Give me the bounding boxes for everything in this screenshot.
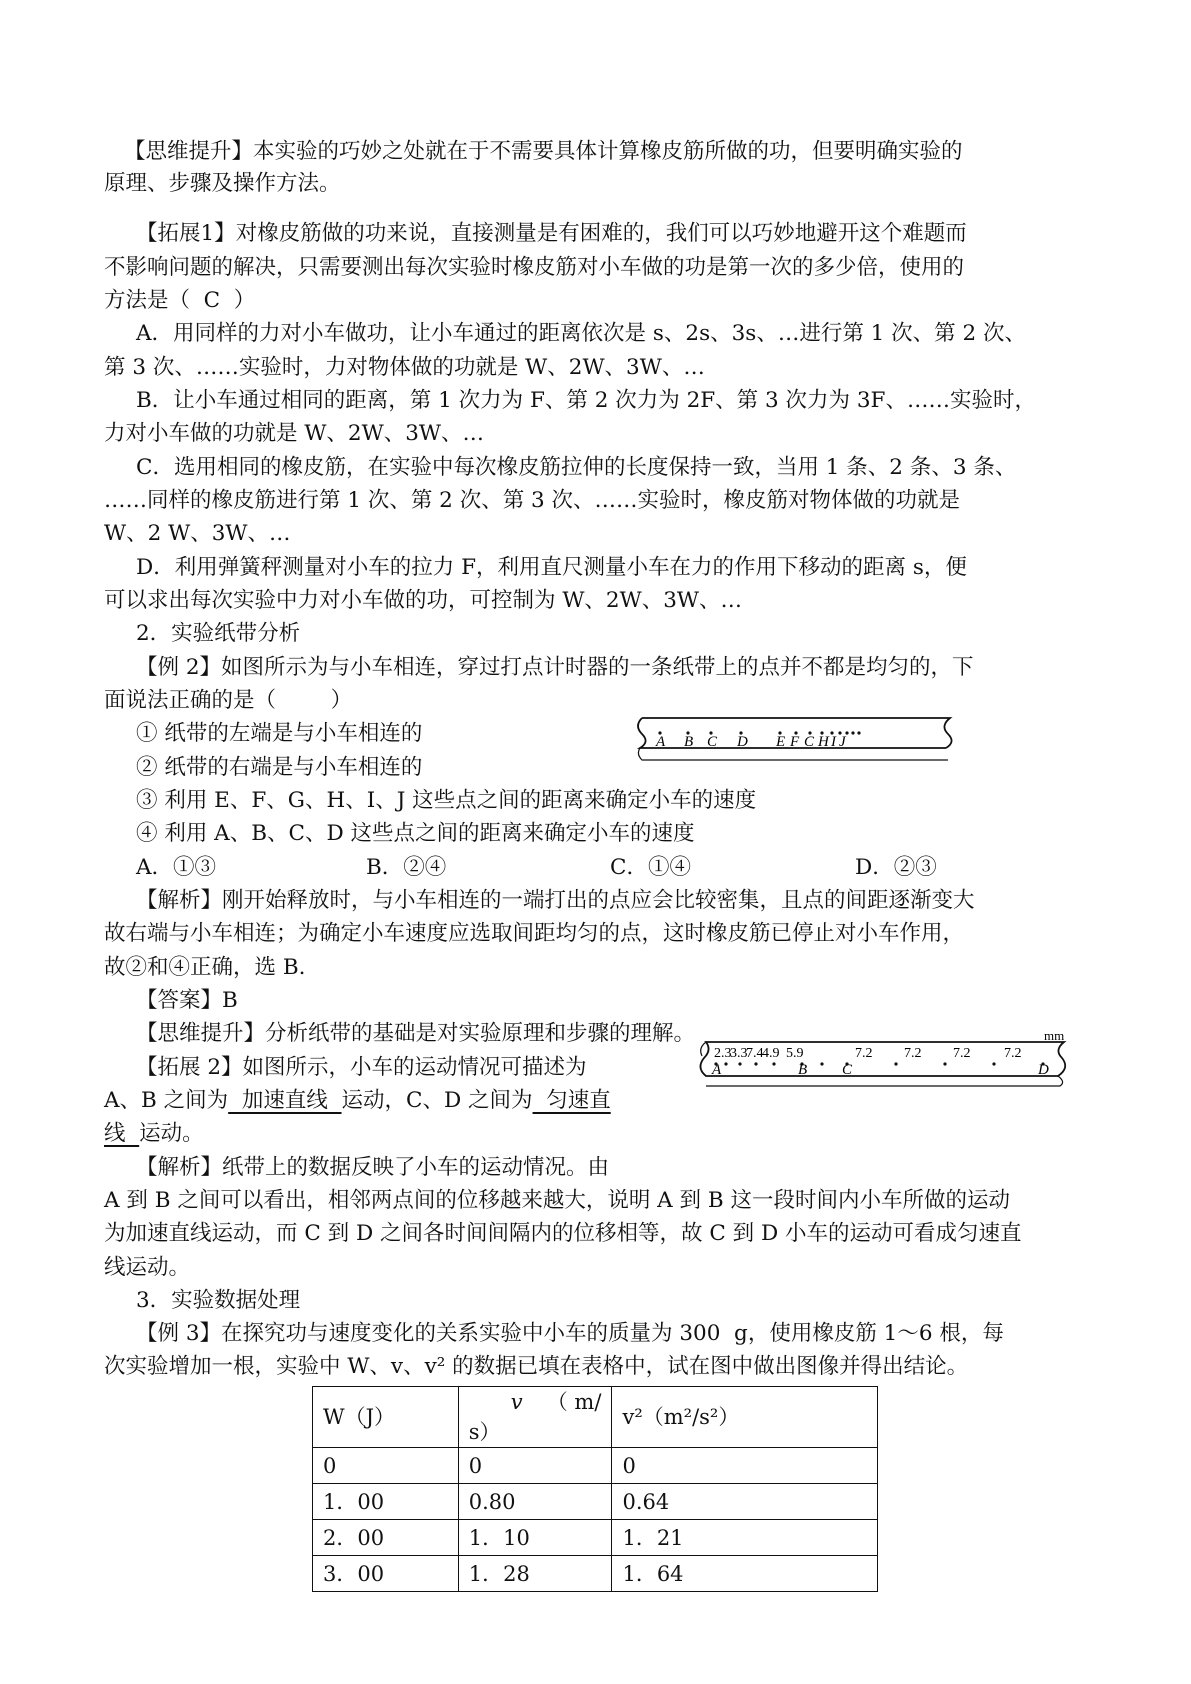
extension-2-line1: 【拓展 2】如图所示，小车的运动情况可描述为 [136,1055,587,1080]
tape-dot [992,1062,995,1065]
tape-label: B [684,734,694,750]
choice-a: A．①③ [136,855,217,880]
option-b-line2: 力对小车做的功就是 W、2W、3W、… [104,421,484,446]
tape-value: 5.9 [786,1046,804,1061]
tape-dot [738,1062,741,1065]
tape-value: 7.4 [746,1046,764,1061]
section-2-heading: 2．实验纸带分析 [136,621,301,646]
analysis-3-line3: 为加速直线运动，而 C 到 D 之间各时间间隔内的位移相等，故 C 到 D 小车的运动可看成匀速直 [104,1221,1022,1246]
table-cell: 0.80 [458,1484,612,1520]
choice-b: B．②④ [366,855,447,880]
tape-dot [772,1062,775,1065]
tape-label: B [798,1062,808,1078]
paper-tape-figure-2 [692,1026,1082,1096]
analysis-2-line3: 故②和④正确，选 B. [104,955,306,980]
option-b-line1: B．让小车通过相同的距离，第 1 次力为 F、第 2 次力为 2F、第 3 次力为 3F、……实验时， [136,388,1036,413]
choice-c: C．①④ [610,855,691,880]
tape-dot [845,731,848,734]
tape-dot [820,1062,823,1065]
option-c-line3: W、2 W、3W、… [104,521,291,546]
tape-label: D [1038,1062,1049,1078]
example-3-line1: 【例 3】在探究功与速度变化的关系实验中小车的质量为 300 g，使用橡皮筋 1～6 根，每 [136,1321,1004,1346]
table-cell: 0.64 [612,1484,878,1520]
analysis-3-line4: 线运动。 [104,1255,191,1280]
statement-1: ① 纸带的左端是与小车相连的 [136,721,423,746]
tape-value: 7.2 [1004,1046,1022,1061]
tape-label: F [790,734,800,750]
option-d-line1: D．利用弹簧秤测量对小车的拉力 F，利用直尺测量小车在力的作用下移动的距离 s，便 [136,555,967,580]
table-cell: 3．00 [313,1556,459,1592]
table-row [313,1520,878,1556]
analysis-2-line2: 故右端与小车相连；为确定小车速度应选取间距均匀的点，这时橡皮筋已停止对小车作用， [104,921,965,946]
analysis-3-line2: A 到 B 之间可以看出，相邻两点间的位移越来越大，说明 A 到 B 这一段时间内小车所做的运动 [104,1188,1010,1213]
table-cell: 0 [313,1448,459,1484]
tape-value: 3.3 [730,1046,748,1061]
table-row [313,1484,878,1520]
data-table [312,1386,878,1592]
option-c-line1: C．选用相同的橡皮筋，在实验中每次橡皮筋拉伸的长度保持一致，当用 1 条、2 条、3 条、 [136,455,1017,480]
thinking-tip-1-line1: 【思维提升】本实验的巧妙之处就在于不需要具体计算橡皮筋所做的功，但要明确实验的 [124,139,963,164]
extension-1-line2: 不影响问题的解决，只需要测出每次实验时橡皮筋对小车做的功是第一次的多少倍，使用的 [104,255,965,280]
option-a-line2: 第 3 次、……实验时，力对物体做的功就是 W、2W、3W、… [104,355,705,380]
tape-label: C [804,734,815,750]
tape-label: I [831,734,836,750]
header-velocity-squared: v²（m²/s²） [612,1387,878,1448]
blank-uniform: 匀速直 [532,1088,611,1113]
tape-value: 7.2 [855,1046,873,1061]
tape-label: J [839,734,846,750]
table-cell: 1．10 [458,1520,612,1556]
header-velocity: v （ m/ s） [458,1387,612,1448]
tape-dot [754,1062,757,1065]
tape-dot [943,1062,946,1065]
statement-2: ② 纸带的右端是与小车相连的 [136,755,423,780]
option-c-line2: ……同样的橡皮筋进行第 1 次、第 2 次、第 3 次、……实验时，橡皮筋对物体做的功就是 [104,488,961,513]
statement-3: ③ 利用 E、F、G、H、I、J 这些点之间的距离来确定小车的速度 [136,788,757,813]
paper-tape-figure-1 [632,712,962,770]
statement-4: ④ 利用 A、B、C、D 这些点之间的距离来确定小车的速度 [136,821,695,846]
table-cell: 1．00 [313,1484,459,1520]
example-2-line1: 【例 2】如图所示为与小车相连，穿过打点计时器的一条纸带上的点并不都是均匀的，下 [136,655,974,680]
table-row [313,1556,878,1592]
tape-dot [857,731,860,734]
header-work: W（J） [313,1387,459,1448]
tape-label: E [776,734,786,750]
tape-value: 7.2 [953,1046,971,1061]
table-header-row [313,1387,878,1448]
extension-1-line1: 【拓展1】对橡皮筋做的功来说，直接测量是有困难的，我们可以巧妙地避开这个难题而 [136,221,967,246]
extension-1-line3: 方法是（ C ） [104,288,256,313]
tape-value: 2.3 [714,1046,732,1061]
tape-label: D [737,734,748,750]
tape-value: 7.2 [904,1046,922,1061]
extension-2-line2: A、B 之间为 加速直线 运动，C、D 之间为 匀速直 [104,1088,611,1113]
answer-2: 【答案】B [136,988,238,1013]
table-cell: 1．64 [612,1556,878,1592]
table-cell: 0 [458,1448,612,1484]
option-d-line2: 可以求出每次实验中力对小车做的功，可控制为 W、2W、3W、… [104,588,742,613]
tape-value: 4.9 [762,1046,780,1061]
tape-label: H [818,734,829,750]
tape-dot [894,1062,897,1065]
choice-d: D．②③ [855,855,937,880]
thinking-tip-1-line2: 原理、步骤及操作方法。 [104,171,341,196]
table-row [313,1448,878,1484]
example-2-line2: 面说法正确的是（ ） [104,688,353,713]
table-cell: 2．00 [313,1520,459,1556]
thinking-tip-2: 【思维提升】分析纸带的基础是对实验原理和步骤的理解。 [136,1021,696,1046]
tape-label: C [842,1062,853,1078]
tape-dot [851,731,854,734]
tape-label: A [712,1062,722,1078]
table-cell: 1．28 [458,1556,612,1592]
example-3-line2: 次实验增加一根，实验中 W、v、v² 的数据已填在表格中，试在图中做出图像并得出结论。 [104,1354,969,1379]
extension-2-line3: 线 运动。 [104,1121,204,1146]
tape-unit: mm [1044,1028,1065,1043]
option-a-line1: A．用同样的力对小车做功，让小车通过的距离依次是 s、2s、3s、…进行第 1 次、第 2 次、 [136,321,1027,346]
table-cell: 0 [612,1448,878,1484]
blank-accelerated: 加速直线 [228,1088,342,1113]
analysis-3-line1: 【解析】纸带上的数据反映了小车的运动情况。由 [136,1155,610,1180]
tape-dot [724,1062,727,1065]
section-3-heading: 3．实验数据处理 [136,1288,301,1313]
table-cell: 1．21 [612,1520,878,1556]
tape-label: A [656,734,666,750]
analysis-2-line1: 【解析】刚开始释放时，与小车相连的一端打出的点应会比较密集，且点的间距逐渐变大 [136,888,975,913]
tape-label: C [707,734,718,750]
